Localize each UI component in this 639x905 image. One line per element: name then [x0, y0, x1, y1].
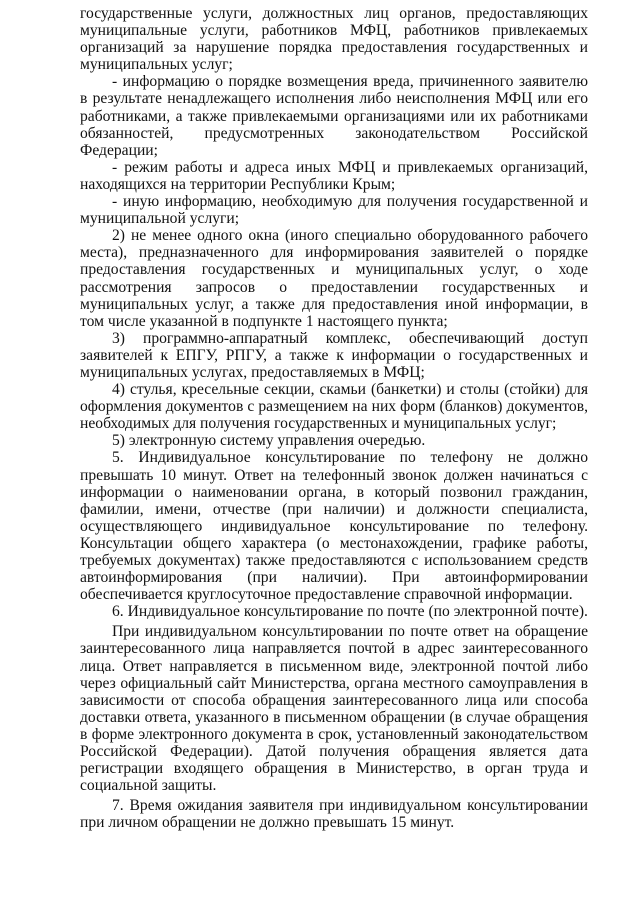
list-item-other-info: - иную информацию, необходимую для получения государственной и муниципальной услуги; [80, 193, 588, 228]
paragraph-complaint-continuation: государственные услуги, должностных лиц органов, предоставляющих муниципальные услуги, работников МФЦ, работников привлекаемых организаций за нарушение порядка предоставления государственных и муниципальных услуг; [80, 5, 588, 74]
subitem-3-hardware: 3) программно-аппаратный комплекс, обеспечивающий доступ заявителей к ЕПГУ, РПГУ, а также к информации о государственных и муниципальных услугах, предоставляемых в МФЦ; [80, 329, 588, 381]
subitem-2-window: 2) не менее одного окна (иного специально оборудованного рабочего места), предназначенного для информирования заявителей о порядке предоставления государственных и муниципальных услуг, о ходе рассмотрения запросов о предоставлении государственных и муниципальных услуг, а также для предоставления иной информации, в том числе указанной в подпункте 1 настоящего пункта; [80, 227, 588, 330]
section-5-phone-consulting: 5. Индивидуальное консультирование по телефону не должно превышать 10 минут. Ответ на телефонный звонок должен начинаться с информации о наименовании органа, в который позвонил гражданин, фамилии, имени, отчестве (при наличии) и должности специалиста, осуществляющего индивидуальное консультирование по телефону. Консультации общего характера (о местонахождении, графике работы, требуемых документах) также предоставляются с использованием средств автоинформирования (при наличии). При автоинформировании обеспечивается круглосуточное предоставление справочной информации. [80, 449, 588, 604]
section-6-mail-consulting: 6. Индивидуальное консультирование по почте (по электронной почте). [112, 603, 588, 621]
document-body [80, 5, 588, 832]
paragraph-mail-response: При индивидуальном консультировании по почте ответ на обращение заинтересованного лица направляется почтой в адрес заинтересованного лица. Ответ направляется в письменном виде, электронной почтой либо через официальный сайт Министерства, органа местного самоуправления в зависимости от способа обращения заинтересованного лица или способа доставки ответа, указанного в письменном обращении (в случае обращения в форме электронного документа в срок, установленный законодательством Российской Федерации). Датой получения обращения является дата регистрации входящего обращения в Министерство, в орган труда и социальной защиты. [80, 623, 588, 795]
section-7-waiting-time: 7. Время ожидания заявителя при индивидуальном консультировании при личном обращении не должно превышать 15 минут. [80, 797, 588, 832]
subitem-5-queue-system: 5) электронную систему управления очередью. [112, 432, 426, 450]
subitem-4-furniture: 4) стулья, кресельные секции, скамьи (банкетки) и столы (стойки) для оформления документов с размещением на них форм (бланков) документов, необходимых для получения государственных и муниципальных услуг; [80, 381, 588, 433]
list-item-mfc-schedule: - режим работы и адреса иных МФЦ и привлекаемых организаций, находящихся на территории Республики Крым; [80, 158, 588, 193]
list-item-damage-compensation: - информацию о порядке возмещения вреда, причиненного заявителю в результате ненадлежащего исполнения либо неисполнения МФЦ или его работниками, а также привлекаемыми организациями или их работниками обязанностей, предусмотренных законодательством Российской Федерации; [80, 73, 588, 159]
